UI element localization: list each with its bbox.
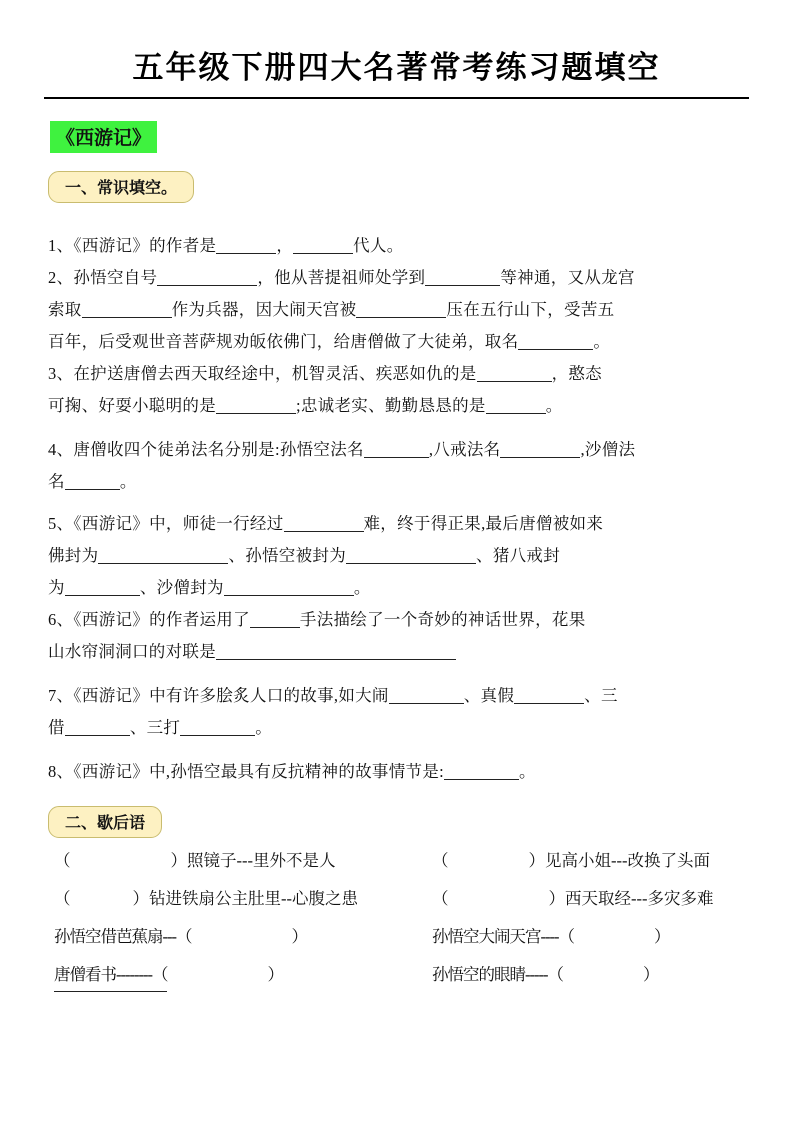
riddle-prefix: （ (432, 851, 449, 870)
question-3-text-b: ，憨态 (551, 364, 602, 383)
question-3 (48, 358, 749, 389)
question-2-text-d: 索取 (48, 300, 82, 319)
riddle-prefix: 孙悟空的眼睛-----（ (432, 965, 563, 984)
question-7-text-d: 借 (48, 718, 65, 737)
answer-blank[interactable] (518, 332, 593, 350)
riddle-suffix: ）西天取经---多灾多难 (548, 889, 714, 908)
section-heading-xiyouji (44, 121, 749, 153)
title-divider (44, 97, 749, 99)
question-2-cont1 (48, 294, 749, 325)
question-5-text-d: 、孙悟空被封为 (228, 546, 347, 565)
question-8-text-b: 。 (519, 762, 536, 781)
question-5-cont1 (48, 540, 749, 571)
riddle-item[interactable] (432, 846, 710, 876)
question-5-text-c: 佛封为 (48, 546, 99, 565)
answer-blank[interactable] (444, 762, 519, 780)
question-7-text-f: 。 (255, 718, 273, 737)
question-2-text-g: 百年，后受观世音菩萨规劝皈依佛门，给唐僧做了大徒弟，取名 (48, 332, 519, 351)
question-6-text-a: 6、《西游记》的作者运用了 (48, 610, 250, 629)
answer-blank[interactable] (514, 686, 584, 704)
answer-blank[interactable] (216, 236, 276, 254)
question-7-cont (48, 712, 749, 743)
riddle-row (54, 846, 749, 876)
riddle-item[interactable] (432, 922, 670, 952)
riddle-suffix: ）照镜子---里外不是人 (170, 851, 336, 870)
page-title: 五年级下册四大名著常考练习题填空 (132, 50, 661, 86)
question-4-text-e: 。 (119, 472, 137, 491)
answer-blank[interactable] (250, 610, 300, 628)
section-label-part2: 二、歇后语 (48, 806, 162, 838)
question-8 (48, 756, 749, 787)
answer-blank[interactable] (477, 364, 552, 382)
answer-blank[interactable] (346, 546, 476, 564)
riddle-suffix: ）见高小姐---改换了头面 (528, 851, 710, 870)
section-heading-part2 (44, 806, 749, 838)
section-label-book: 《西游记》 (50, 121, 157, 153)
question-8-text-a: 8、《西游记》中,孙悟空最具有反抗精神的故事情节是: (48, 762, 445, 781)
riddle-item[interactable] (54, 960, 432, 992)
answer-blank[interactable] (216, 642, 456, 660)
answer-blank[interactable] (65, 578, 140, 596)
question-6-text-c: 山水帘洞洞口的对联是 (48, 642, 216, 661)
section-label-part1: 一、常识填空。 (48, 171, 194, 203)
question-2-text-h: 。 (593, 332, 611, 351)
answer-blank[interactable] (82, 300, 172, 318)
question-2-text-c: 等神通，又从龙宫 (500, 268, 635, 287)
riddle-prefix: 孙悟空大闹天宫----（ (432, 927, 574, 946)
question-4 (48, 434, 749, 465)
riddle-item[interactable] (432, 884, 713, 914)
question-5-text-h: 。 (353, 578, 371, 597)
question-3-text-e: 。 (545, 396, 563, 415)
answer-blank[interactable] (500, 440, 580, 458)
question-1-text-b: ， (276, 236, 294, 255)
question-4-text-b: ,八戒法名 (428, 440, 501, 459)
question-5-text-b: 难，终于得正果,最后唐僧被如来 (363, 514, 604, 533)
question-7-text-a: 7、《西游记》中有许多脍炙人口的故事,如大闹 (48, 686, 389, 705)
answer-blank[interactable] (364, 440, 429, 458)
question-4-text-d: 名 (48, 472, 65, 491)
riddle-suffix: ） (653, 927, 671, 946)
question-4-cont (48, 466, 749, 497)
question-5-cont2 (48, 572, 749, 603)
riddle-suffix: ） (267, 965, 284, 984)
question-5-text-e: 、猪八戒封 (476, 546, 561, 565)
riddle-row (54, 922, 749, 952)
question-6-text-b: 手法描绘了一个奇妙的神话世界，花果 (299, 610, 586, 629)
question-1-text-c: 代人。 (353, 236, 404, 255)
riddle-suffix: ） (291, 927, 308, 946)
riddle-row (54, 960, 749, 992)
question-2-text-f: 压在五行山下，受苦五 (446, 300, 615, 319)
question-5 (48, 508, 749, 539)
riddle-item[interactable] (54, 884, 432, 914)
question-3-text-a: 3、在护送唐僧去西天取经途中，机智灵活、疾恶如仇的是 (48, 364, 477, 383)
question-4-text-c: ,沙僧法 (580, 440, 636, 459)
question-4-text-a: 4、唐僧收四个徒弟法名分别是:孙悟空法名 (48, 440, 364, 459)
riddle-item[interactable] (54, 846, 432, 876)
riddle-suffix: ）钻进铁扇公主肚里--心腹之患 (132, 889, 358, 908)
answer-blank[interactable] (284, 514, 364, 532)
answer-blank[interactable] (216, 396, 296, 414)
riddle-item[interactable] (54, 922, 432, 952)
question-5-text-g: 、沙僧封为 (139, 578, 224, 597)
spacer (44, 203, 749, 217)
question-3-text-c: 可掬、好耍小聪明的是 (48, 396, 216, 415)
answer-blank[interactable] (425, 268, 500, 286)
riddle-prefix: 孙悟空借芭蕉扇---（ (54, 927, 192, 946)
spacer (44, 788, 749, 806)
answer-blank[interactable] (65, 472, 120, 490)
answer-blank[interactable] (65, 718, 130, 736)
question-2-text-b: ，他从菩提祖师处学到 (257, 268, 426, 287)
question-7 (48, 680, 749, 711)
riddle-prefix: （ (54, 889, 71, 908)
answer-blank[interactable] (98, 546, 228, 564)
question-1 (48, 230, 749, 261)
spacer (44, 153, 749, 171)
question-2-text-a: 2、孙悟空自号 (48, 268, 158, 287)
answer-blank[interactable] (389, 686, 464, 704)
answer-blank[interactable] (293, 236, 353, 254)
question-1-text-a: 1、《西游记》的作者是 (48, 236, 217, 255)
answer-blank[interactable] (180, 718, 255, 736)
question-5-text-f: 为 (48, 578, 65, 597)
answer-blank[interactable] (356, 300, 446, 318)
question-3-cont (48, 390, 749, 421)
answer-blank[interactable] (157, 268, 257, 286)
section-heading-part1 (44, 171, 749, 203)
answer-blank[interactable] (486, 396, 546, 414)
question-5-text-a: 5、《西游记》中，师徒一行经过 (48, 514, 284, 533)
question-2-cont2 (48, 326, 749, 357)
riddle-prefix: 唐僧看书--------（ (54, 960, 167, 992)
question-6-cont (48, 636, 749, 667)
question-6 (48, 604, 749, 635)
question-7-text-e: 、三打 (129, 718, 181, 737)
question-2-text-e: 作为兵器，因大闹天宫被 (171, 300, 357, 319)
riddle-row (54, 884, 749, 914)
riddle-suffix: ） (642, 965, 660, 984)
question-7-text-b: 、真假 (463, 686, 515, 705)
riddle-prefix: （ (432, 889, 449, 908)
riddle-item[interactable] (432, 960, 659, 992)
answer-blank[interactable] (224, 578, 354, 596)
riddle-prefix: （ (54, 851, 71, 870)
question-2 (48, 262, 749, 293)
question-7-text-c: 、三 (584, 686, 618, 705)
question-3-text-d: ;忠诚老实、勤勤恳恳的是 (296, 396, 486, 415)
